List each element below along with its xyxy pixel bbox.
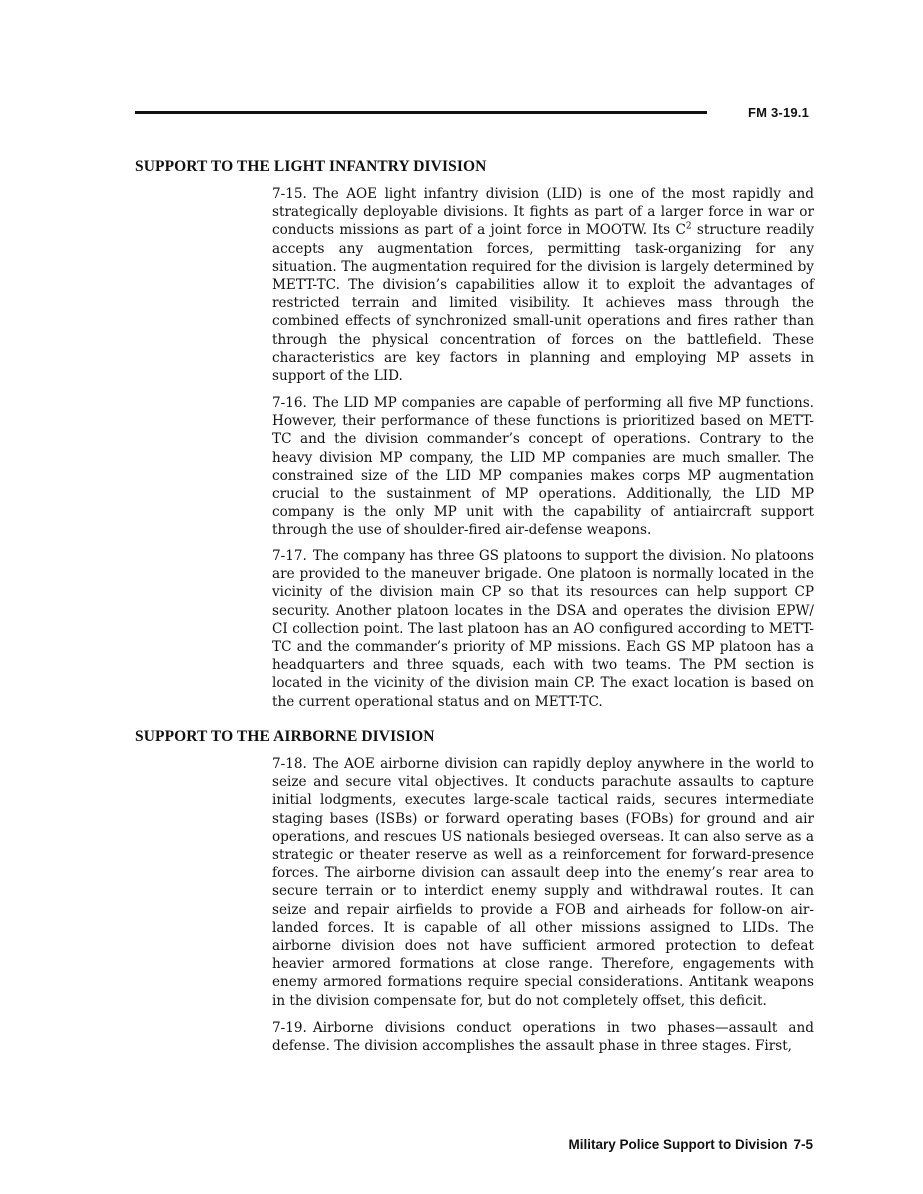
paragraph-7-17 [272, 547, 814, 711]
section-heading-airborne: SUPPORT TO THE AIRBORNE DIVISION [135, 728, 435, 745]
header-rule [135, 111, 707, 114]
paragraph-text: The company has three GS platoons to support the division. No platoons are provided to the maneuver brigade. One platoon is normally located in the vicinity of the division main CP so that its resources can help support CP security. Another platoon locates in the DSA and operates the division EPW/ CI collection point. The last platoon has an AO configured according to METT-TC and the commander’s priority of MP missions. Each GS MP platoon has a headquarters and three squads, each with two teams. The PM section is located in the vicinity of the division main CP. The exact location is based on the current operational status and on METT-TC. [272, 548, 814, 710]
paragraph-text: structure readily accepts any augmentation forces, permitting task-organizing for any situation. The augmentation required for the division is largely determined by METT-TC. The division’s capabilities allow it to exploit the advantages of restricted terrain and limited visibility. It achieves mass through the combined effects of synchronized small-unit operations and fires rather than through the physical concentration of forces on the battlefield. These characteristics are key factors in planning and employing MP assets in support of the LID. [272, 222, 814, 385]
paragraph-7-19 [272, 1019, 814, 1055]
paragraph-text: The LID MP companies are capable of performing all five MP functions. However, their performance of these functions is prioritized based on METT-TC and the division commander’s concept of operations. Contrary to the heavy division MP company, the LID MP companies are much smaller. The constrained size of the LID MP companies makes corps MP augmentation crucial to the sustainment of MP operations. Additionally, the LID MP company is the only MP unit with the capability of antiaircraft support through the use of shoulder-fired air-defense weapons. [272, 395, 814, 539]
paragraph-7-16 [272, 394, 814, 540]
paragraph-text: The AOE light infantry division (LID) is one of the most rapidly and strategically deployable divisions. It fights as part of a larger force in war or conducts missions as part of a joint force in MOOTW. Its C [272, 186, 814, 239]
paragraph-number: 7-15. [272, 186, 307, 202]
page-number: 7-5 [793, 1137, 813, 1152]
paragraph-7-18 [272, 755, 814, 1010]
paragraph-text: Airborne divisions conduct operations in two phases—assault and defense. The division accomplishes the assault phase in three stages. First, [272, 1020, 814, 1055]
chapter-title: Military Police Support to Division [568, 1137, 788, 1152]
paragraph-number: 7-18. [272, 756, 307, 772]
superscript: 2 [685, 221, 692, 232]
manual-number: FM 3-19.1 [748, 105, 810, 120]
paragraph-text: The AOE airborne division can rapidly deploy anywhere in the world to seize and secure vital objectives. It conducts parachute assaults to capture initial lodgments, executes large-scale tactical raids, secures intermediate staging bases (ISBs) or forward operating bases (FOBs) for ground and air operations, and rescues US nationals besieged overseas. It can also serve as a strategic or theater reserve as well as a reinforcement for forward-presence forces. The airborne division can assault deep into the enemy’s rear area to secure terrain or to interdict enemy supply and withdrawal routes. It can seize and repair airfields to provide a FOB and airheads for follow-on air-landed forces. It is capable of all other missions assigned to LIDs. The airborne division does not have sufficient armored protection to defeat heavier armored formations at close range. Therefore, engagements with enemy armored formations require special considerations. Antitank weapons in the division compensate for, but do not completely offset, this deficit. [272, 756, 814, 1009]
paragraph-7-15 [272, 185, 814, 385]
section-heading-light-infantry: SUPPORT TO THE LIGHT INFANTRY DIVISION [135, 158, 487, 175]
paragraph-number: 7-16. [272, 395, 307, 411]
paragraph-number: 7-19. [272, 1020, 307, 1036]
paragraph-number: 7-17. [272, 548, 307, 564]
page-footer [568, 1137, 813, 1152]
